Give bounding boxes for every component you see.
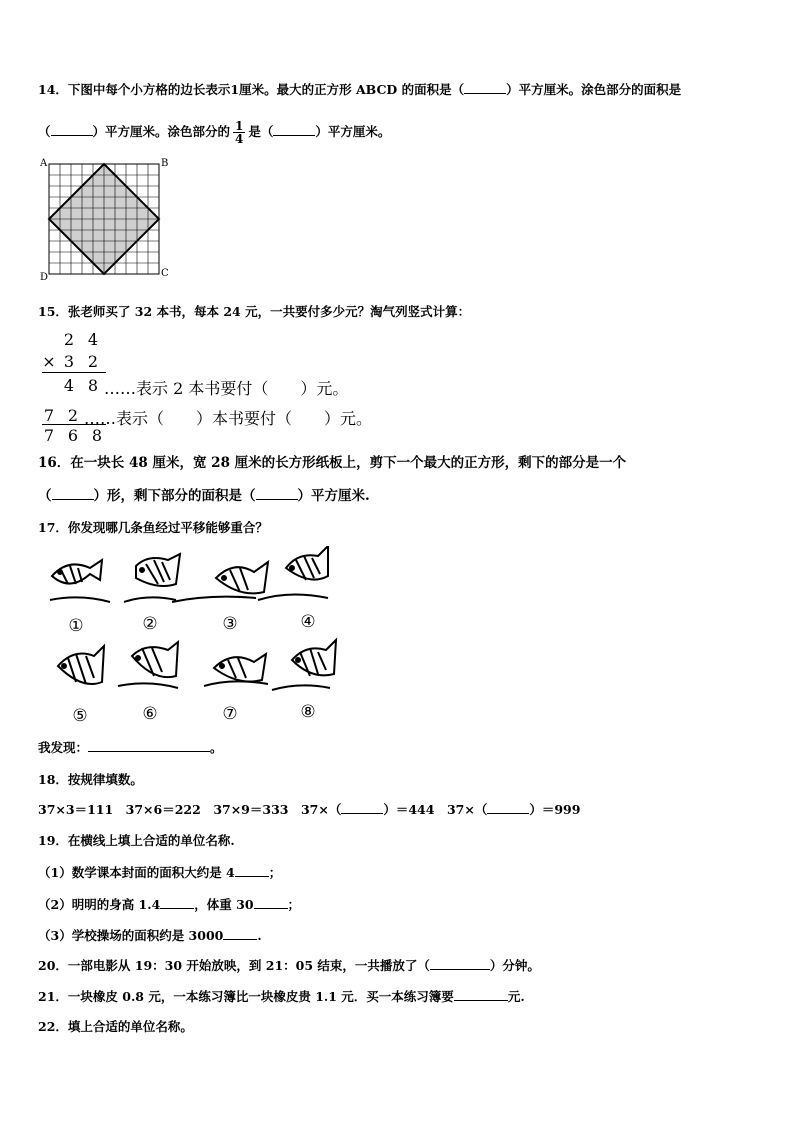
q19-blank-1[interactable] [235, 865, 269, 877]
digit: 7 [43, 426, 55, 445]
digit: 3 [63, 352, 75, 371]
fish-label-3: ③ [222, 614, 238, 634]
q18-blank-1[interactable] [341, 802, 383, 814]
q18-stem: 18．按规律填数。 [38, 772, 143, 787]
q14-text-d: ）平方厘米。涂色部分的 [92, 124, 231, 139]
q17-fish-figure [40, 546, 340, 726]
digit: 7 [43, 406, 55, 425]
q16-blank-2[interactable] [256, 488, 298, 500]
q19-sub1 [38, 865, 281, 881]
digit: 4 [63, 376, 75, 395]
digit: 8 [87, 376, 99, 395]
q16-text-a: （ [38, 488, 52, 504]
q14-text-b: ）平方厘米。涂色部分的面积是 [506, 82, 682, 97]
calc-line [42, 424, 106, 425]
q19-s3-text: （3）学校操场的面积约是 3000 [38, 928, 224, 943]
q15-row3-note: ……表示 2 本书要付（ ）元。 [104, 379, 349, 398]
digit: 6 [67, 426, 79, 445]
q14-line1 [38, 82, 681, 98]
q19-blank-4[interactable] [223, 928, 257, 940]
grid-square-diagram [40, 158, 170, 284]
q14-text-e: 是（ [248, 124, 274, 139]
q17-answer-line [38, 740, 223, 756]
calc-line [42, 372, 106, 373]
q20-blank[interactable] [430, 958, 490, 970]
q16-line2 [38, 488, 370, 504]
q14-blank-1[interactable] [464, 82, 506, 94]
q19-blank-3[interactable] [254, 897, 288, 909]
q21-blank[interactable] [454, 989, 508, 1001]
digit: 2 [67, 406, 79, 425]
q18-end-text: ）＝999 [529, 802, 581, 817]
q21-text-a: 21．一块橡皮 0.8 元，一本练习簿比一块橡皮贵 1.1 元．买一本练习簿要 [38, 989, 454, 1004]
q14-figure [40, 158, 170, 284]
times-sign: × [42, 352, 56, 371]
q20-line [38, 958, 540, 974]
q14-text-c: （ [38, 124, 51, 139]
q18-mid-text: ）＝444 37×（ [383, 802, 488, 817]
digit: 4 [87, 330, 99, 349]
q19-s1-text: （1）数学课本封面的面积大约是 4 [38, 865, 235, 880]
q16-text-b: ）形，剩下部分的面积是（ [93, 488, 256, 504]
q14-text-f: ）平方厘米。 [315, 124, 391, 139]
q17-answer-blank[interactable] [88, 740, 210, 752]
q15-stem: 15．张老师买了 32 本书，每本 24 元，一共要付多少元？淘气列竖式计算： [38, 304, 471, 319]
q19-s1-end: ； [268, 865, 282, 880]
q14-blank-3[interactable] [273, 124, 315, 136]
q18-seq-text: 37×3＝111 37×6＝222 37×9＝333 37×（ [38, 802, 342, 817]
q19-s2-mid: ，体重 30 [194, 897, 254, 912]
q19-s3-end: . [257, 928, 262, 943]
frac-denominator: 4 [235, 132, 244, 146]
q14-line2 [38, 120, 390, 145]
q19-blank-2[interactable] [160, 897, 194, 909]
fish-label-2: ② [142, 614, 158, 634]
q15-vertical-calc [42, 330, 462, 445]
q14-fraction [233, 120, 245, 145]
corner-label-d: D [40, 272, 49, 283]
q21-line [38, 989, 525, 1005]
q14-blank-2[interactable] [51, 124, 93, 136]
fish-label-8: ⑧ [300, 702, 316, 722]
q19-s2-end: ； [287, 897, 301, 912]
digit: 8 [91, 426, 103, 445]
fish-label-6: ⑥ [142, 704, 158, 724]
fish-label-7: ⑦ [222, 704, 238, 724]
q19-sub3 [38, 928, 262, 944]
corner-label-c: C [161, 268, 169, 279]
q14-text-a: 14．下图中每个小方格的边长表示1厘米。最大的正方形 ABCD 的面积是（ [38, 82, 465, 97]
q17-answer-prefix: 我发现： [38, 740, 89, 755]
q19-stem: 19．在横线上填上合适的单位名称. [38, 833, 235, 848]
q17-stem: 17．你发现哪几条鱼经过平移能够重合？ [38, 520, 268, 535]
q17-answer-suffix: 。 [210, 740, 223, 755]
q15-row4-note: ……表示（ ）本书要付（ ）元。 [84, 409, 373, 428]
q20-text-c: ）分钟。 [489, 958, 540, 973]
frac-numerator: 1 [235, 119, 244, 133]
digit: 2 [63, 330, 75, 349]
corner-label-b: B [161, 158, 169, 169]
q22-stem: 22．填上合适的单位名称。 [38, 1019, 193, 1034]
digit: 2 [87, 352, 99, 371]
q16-line1: 16．在一块长 48 厘米，宽 28 厘米的长方形纸板上，剪下一个最大的正方形，剩下的部分是一个 [38, 455, 627, 471]
q16-text-c: ）平方厘米. [297, 488, 370, 504]
fish-label-1: ① [68, 616, 84, 636]
q20-text-a: 20．一部电影从 19：30 开始放映，到 21：05 结束，一共播放了（ [38, 958, 430, 973]
fish-label-5: ⑤ [72, 706, 88, 726]
q18-sequence [38, 802, 580, 818]
q19-sub2 [38, 897, 300, 913]
corner-label-a: A [40, 158, 48, 169]
q16-blank-1[interactable] [52, 488, 94, 500]
q18-blank-2[interactable] [487, 802, 529, 814]
q19-s2-text: （2）明明的身高 1.4 [38, 897, 161, 912]
fish-label-4: ④ [300, 612, 316, 632]
fish-drawings [40, 546, 340, 726]
q21-text-c: 元. [507, 989, 525, 1004]
